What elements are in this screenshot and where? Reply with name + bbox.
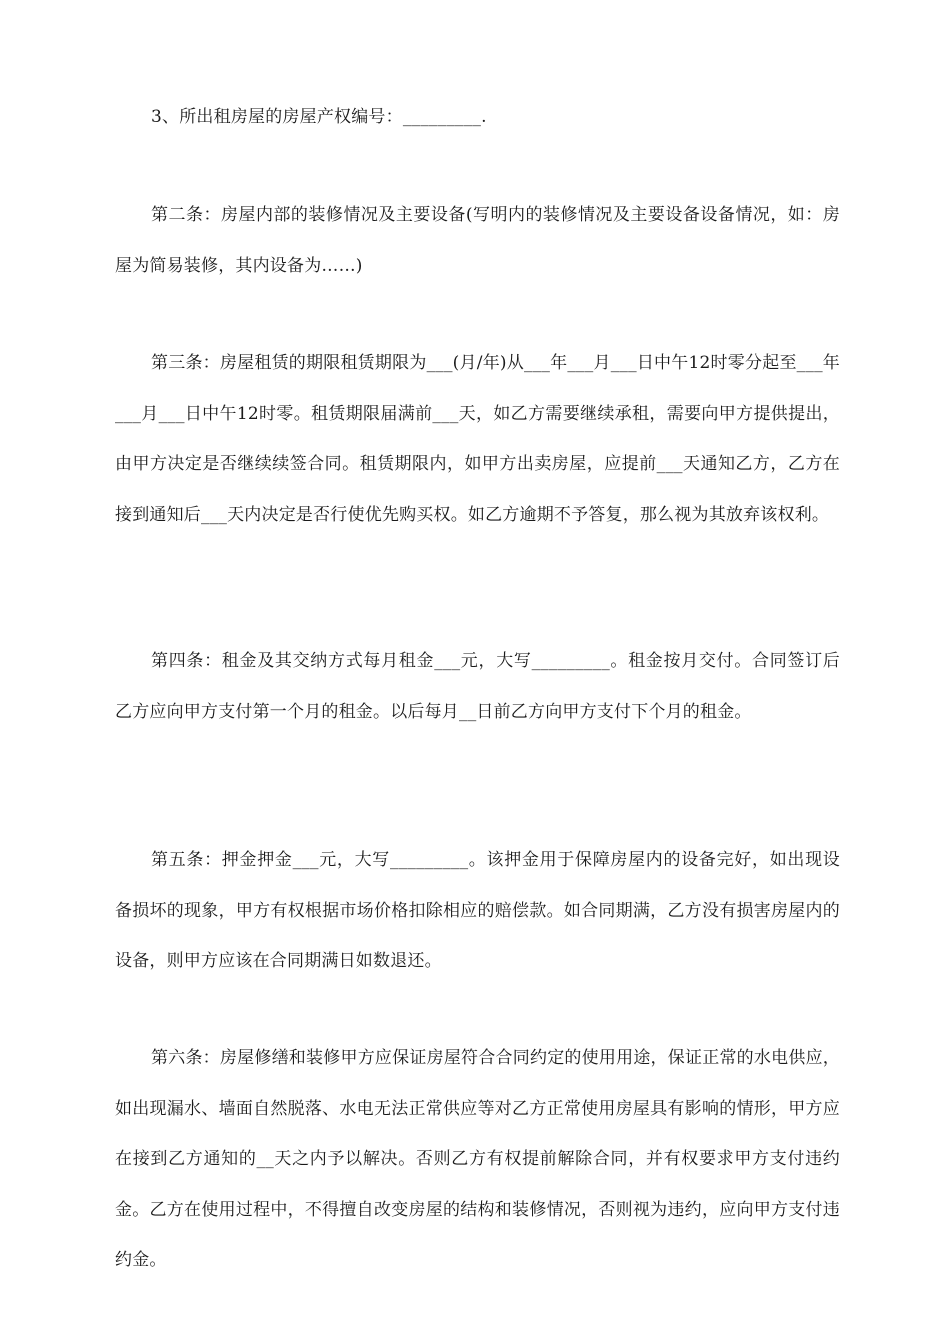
clause-property-number: 3、所出租房屋的房屋产权编号：_________. <box>151 107 487 127</box>
clause-article-6-repairs: 第六条：房屋修缮和装修甲方应保证房屋符合合同约定的使用用途，保证正常的水电供应，如出现漏水、墙面自然脱落、水电无法正常供应等对乙方正常使用房屋具有影响的情形，甲方应在接到乙方通知的__天之内予以解决。否则乙方有权提前解除合同，并有权要求甲方支付违约金。乙方在使用过程中，不得擅自改变房屋的结构和装修情况，否则视为违约，应向甲方支付违约金。 <box>115 1048 840 1270</box>
clause-article-3-lease-term: 第三条：房屋租赁的期限租赁期限为___(月/年)从___年___月___日中午12时零分起至___年___月___日中午12时零。租赁期限届满前___天，如乙方需要继续承租，需要向甲方提供提出，由甲方决定是否继续续签合同。租赁期限内，如甲方出卖房屋，应提前___天通知乙方，乙方在接到通知后___天内决定是否行使优先购买权。如乙方逾期不予答复，那么视为其放弃该权利。 <box>115 353 840 525</box>
clause-article-4-rent: 第四条：租金及其交纳方式每月租金___元，大写_________。租金按月交付。合同签订后乙方应向甲方支付第一个月的租金。以后每月__日前乙方向甲方支付下个月的租金。 <box>115 651 840 722</box>
clause-article-5-deposit: 第五条：押金押金___元，大写_________。该押金用于保障房屋内的设备完好，如出现设备损坏的现象，甲方有权根据市场价格扣除相应的赔偿款。如合同期满，乙方没有损害房屋内的设备，则甲方应该在合同期满日如数退还。 <box>115 850 840 971</box>
clause-article-2-decoration: 第二条：房屋内部的装修情况及主要设备(写明内的装修情况及主要设备设备情况，如：房屋为简易装修，其内设备为……) <box>115 205 840 276</box>
